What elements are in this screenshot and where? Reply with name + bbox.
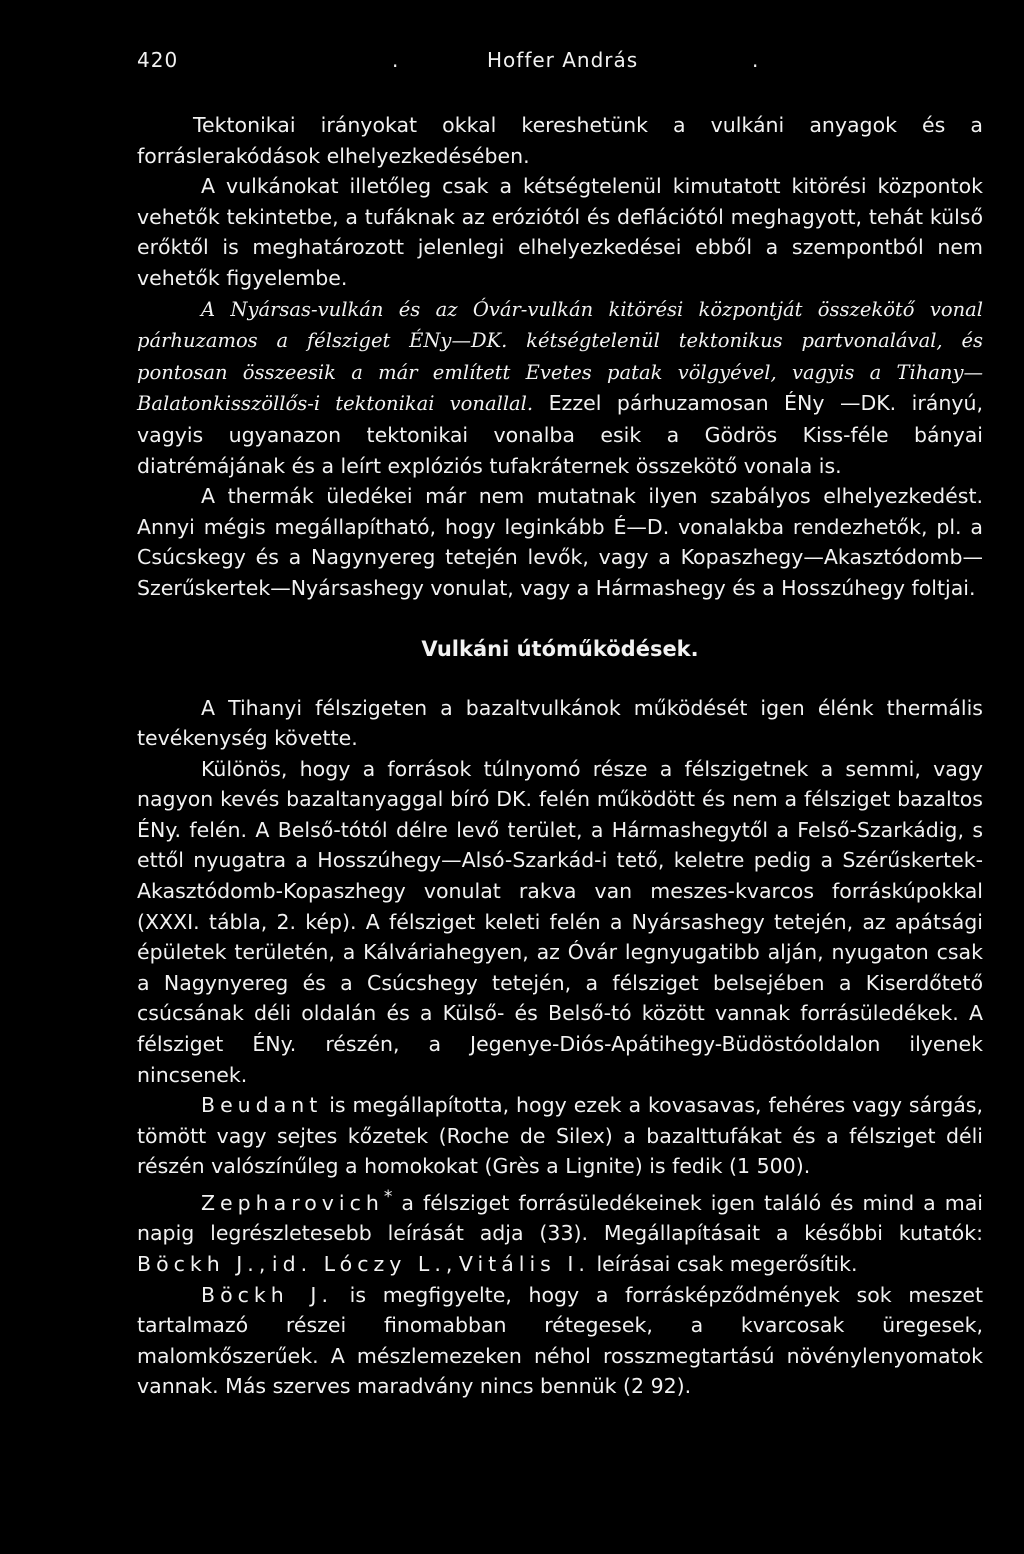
paragraph-text: is megállapította, hogy ezek a kovasavas, fehéres vagy sárgás, tömött vagy sejtes kőzetek (Roche de Silex) a bazalttufákat és a félsziget déli részén valószínűleg a homokokat (Grès a Lignite) is fedik (1 500). [137, 1093, 983, 1179]
author-name: Böckh J. [201, 1282, 333, 1307]
paragraph [137, 1280, 983, 1402]
paragraph-text: is megfigyelte, hogy a forrásképződmények sok meszet tartalmazó részei finomabban rétegesek, a kvarcosak üregesek, malomkőszerűek. A mészlemezeken néhol rosszmegtartású növénylenyomatok vannak. Más szerves maradvány nincs bennük (2 92). [137, 1282, 983, 1399]
author-name: Zepharovich [201, 1190, 384, 1215]
body-text [137, 110, 983, 1402]
paragraph: Különös, hogy a források túlnyomó része a félszigetnek a semmi, vagy nagyon kevés bazaltanyaggal bíró DK. felén működött és nem a félsziget bazaltos ÉNy. felén. A Belső-tótól délre levő terület, a Hármashegytől a Felső-Szarkádig, s ettől nyugatra a Hosszúhegy—Alsó-Szarkád-i tető, keletre pedig a Szérűskertek-Akasztódomb-Kopaszhegy vonulat rakva van meszes-kvarcos forráskúpokkal (XXXI. tábla, 2. kép). A félsziget keleti felén a Nyársashegy tetején, az apátsági épületek területén, a Kálváriahegyen, az Óvár legnyugatibb alján, nyugaton csak a Nagynyereg és a Csúcshegy tetején, a félsziget belsejében a Kiserdőtető csúcsának déli oldalán és a Külső- és Belső-tó között vannak forrásüledékek. A félsziget ÉNy. részén, a Jegenye-Diós-Apátihegy-Büdöstóoldalon ilyenek nincsenek. [137, 756, 983, 1087]
page-number: 420 [137, 48, 179, 72]
paragraph [137, 294, 983, 482]
paragraph-text: leírásai csak megerősítik. [589, 1252, 858, 1277]
author-name: Böckh J. [137, 1252, 259, 1277]
paragraph-text: Ezzel párhuzamosan ÉNy —DK. irányú, vagyis ugyanazon tektonikai vonalba esik a Gödrös Kiss-féle bányai diatrémájának és a leírt explóziós tufakráternek összekötő vonala is. [137, 391, 983, 478]
paragraph-text: a félsziget forrásüledékeinek igen találó és mind a mai napig legrészletesebb leírását adja (33). Megállapításait a későbbi kutatók: [137, 1190, 983, 1246]
paragraph-text: , [445, 1252, 459, 1277]
paragraph: Tektonikai irányokat okkal kereshetünk a vulkáni anyagok és a forráslerakódások elhelyezkedésében. [137, 113, 983, 168]
paragraph-text: , [258, 1252, 272, 1277]
author-name: id. Lóczy L. [271, 1252, 446, 1277]
document-page [137, 48, 983, 1402]
header-dot: . [752, 48, 760, 72]
section-heading: Vulkáni útóműködések. [421, 636, 699, 661]
footnote-mark: * [383, 1187, 393, 1207]
author-name: Vitális I. [458, 1252, 590, 1277]
paragraph [137, 1090, 983, 1182]
paragraph: A vulkánokat illetőleg csak a kétségtelenül kimutatott kitörési központok vehetők tekintetbe, a tufáknak az eróziótól és deflációtól meghagyott, tehát külső erőktől is meghatározott jelenlegi elhelyezkedései ebből a szempontból nem vehetők figyelembe. [137, 174, 983, 290]
author-name: Beudant [201, 1093, 323, 1118]
paragraph: A Tihanyi félszigeten a bazaltvulkánok működését igen élénk thermális tevékenység követte. [137, 695, 983, 751]
paragraph [137, 1182, 983, 1280]
paragraph: A thermák üledékei már nem mutatnak ilyen szabályos elhelyezkedést. Annyi mégis megállapítható, hogy leginkább É—D. vonalakba rendezhetők, pl. a Csúcskegy és a Nagynyereg tetején levők, vagy a Kopaszhegy—Akasztódomb—Szerűskertek—Nyársashegy vonulat, vagy a Hármashegy és a Hosszúhegy foltjai. [137, 484, 983, 600]
page-header [137, 48, 983, 82]
italic-text: A Nyársas-vulkán és az Óvár-vulkán kitörési központját összekötő vonal párhuzamos a félsziget ÉNy—DK. kétségtelenül tektonikus partvonalával, és pontosan összeesik a már említett Evetes patak völgyével, vagyis a Tihany—Balatonkisszöllős-i tektonikai vonallal. [137, 297, 983, 416]
running-head-author: Hoffer András [487, 48, 639, 72]
header-dot: . [392, 48, 400, 72]
